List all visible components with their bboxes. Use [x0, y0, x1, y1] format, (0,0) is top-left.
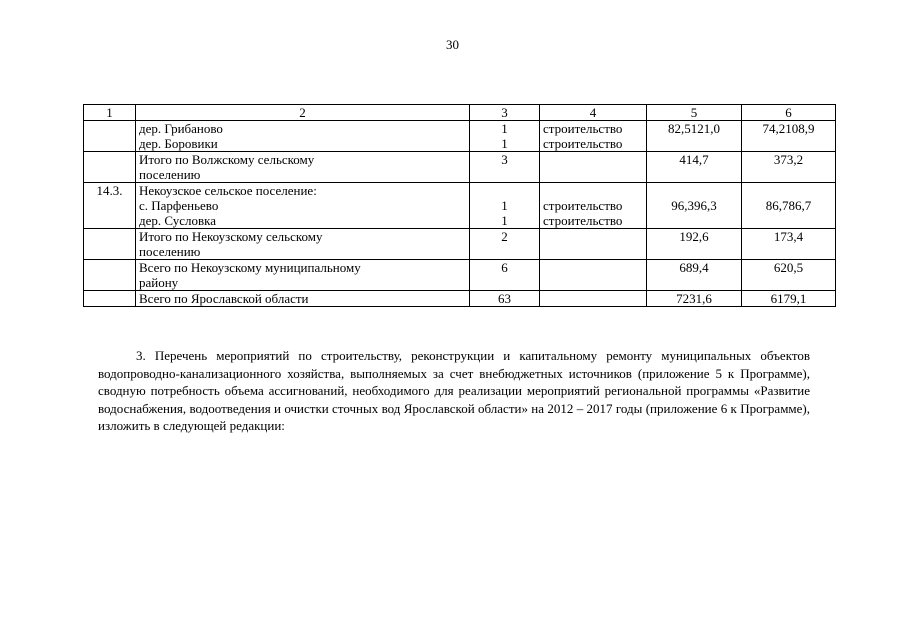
cell-line: Всего по Ярославской области	[139, 291, 309, 306]
cell-line: дер. Боровики	[139, 136, 218, 151]
cell-line: строительство	[543, 198, 623, 213]
cell-line	[473, 183, 536, 198]
table-cell-c4	[540, 260, 647, 291]
table-cell-c4	[540, 183, 647, 229]
cell-line: дер. Сусловка	[139, 213, 217, 228]
body-paragraph: 3. Перечень мероприятий по строительству, реконструкции и капитальному ремонту муниципальных объектов водопроводно-канализационного хозяйства, выполняемых за счет внебюджетных источников (приложение 5 к Программе), сводную потребность объема ассигнований, необходимого для реализации мероприятий региональной программы «Развитие водоснабжения, водоотведения и очистки сточных вод Ярославской области» на 2012 – 2017 годы (приложение 6 к Программе), изложить в следующей редакции:	[98, 348, 810, 433]
table-cell-c5	[647, 183, 742, 229]
cell-line: 173,4	[773, 229, 804, 244]
table-cell-c5	[647, 260, 742, 291]
cell-line: Итого по Волжскому сельскому	[139, 152, 315, 167]
page-number: 30	[446, 37, 459, 52]
table-row	[84, 291, 836, 307]
cell-line: 96,3	[671, 198, 694, 213]
header-cell-5: 5	[647, 105, 742, 121]
cell-line: 121,0	[690, 121, 720, 136]
cell-line: 108,9	[785, 121, 815, 136]
data-table	[83, 104, 836, 307]
table-cell-c6	[742, 121, 836, 152]
table-cell-c2	[136, 121, 470, 152]
cell-line: 82,5	[668, 121, 691, 136]
cell-line: 74,2	[762, 121, 786, 136]
table-cell-c2	[136, 291, 470, 307]
cell-line: 620,5	[773, 260, 804, 275]
table-cell-c1	[84, 291, 136, 307]
table-row	[84, 229, 836, 260]
header-cell-4: 4	[540, 105, 647, 121]
table-body	[84, 105, 836, 307]
table-cell-c4	[540, 152, 647, 183]
cell-line: 1	[501, 213, 508, 228]
cell-line	[543, 183, 643, 198]
table-row	[84, 152, 836, 183]
table-header-row	[84, 105, 836, 121]
table-cell-c4	[540, 121, 647, 152]
cell-line: 373,2	[773, 152, 804, 167]
cell-line: 2	[501, 229, 508, 244]
cell-line: поселению	[139, 244, 201, 259]
table-cell-c6	[742, 183, 836, 229]
cell-line: строительство	[543, 121, 623, 136]
cell-line: Всего по Некоузскому муниципальному	[139, 260, 361, 275]
table-cell-c6	[742, 229, 836, 260]
table-cell-c4	[540, 291, 647, 307]
table-cell-c3	[470, 121, 540, 152]
cell-line: дер. Грибаново	[139, 121, 223, 136]
table-cell-c2	[136, 152, 470, 183]
cell-line: району	[139, 275, 179, 290]
cell-line: Итого по Некоузскому сельскому	[139, 229, 323, 244]
header-cell-6: 6	[742, 105, 836, 121]
cell-line: 6179,1	[770, 291, 807, 306]
cell-line: строительство	[543, 213, 623, 228]
table-cell-c5	[647, 291, 742, 307]
header-cell-1: 1	[84, 105, 136, 121]
header-cell-2: 2	[136, 105, 470, 121]
cell-line: 1	[501, 136, 508, 151]
cell-line: Некоузское сельское поселение:	[139, 183, 317, 198]
table-cell-c3	[470, 152, 540, 183]
table-cell-c5	[647, 121, 742, 152]
table-cell-c6	[742, 260, 836, 291]
table-row	[84, 183, 836, 229]
table-cell-c2	[136, 229, 470, 260]
cell-line: 192,6	[679, 229, 709, 244]
table-cell-c6	[742, 291, 836, 307]
cell-line: поселению	[139, 167, 201, 182]
cell-line	[745, 183, 832, 198]
cell-line: с. Парфеньево	[139, 198, 219, 213]
cell-line: 6	[501, 260, 508, 275]
table-cell-c1	[84, 229, 136, 260]
cell-line: 414,7	[679, 152, 709, 167]
table-cell-c3	[470, 260, 540, 291]
cell-line: 96,3	[694, 198, 717, 213]
cell-line: 7231,6	[676, 291, 712, 306]
cell-line: 689,4	[679, 260, 709, 275]
header-cell-3: 3	[470, 105, 540, 121]
cell-line	[650, 183, 738, 198]
cell-line: строительство	[543, 136, 623, 151]
cell-line: 63	[498, 291, 511, 306]
table-cell-c1	[84, 121, 136, 152]
table-cell-c3	[470, 291, 540, 307]
cell-line: 1	[501, 121, 508, 136]
table-cell-c4	[540, 229, 647, 260]
table-cell-c1	[84, 152, 136, 183]
cell-line: 3	[501, 152, 508, 167]
table-cell-c6	[742, 152, 836, 183]
table-cell-c5	[647, 152, 742, 183]
table-row	[84, 121, 836, 152]
table-cell-c3	[470, 229, 540, 260]
table-row	[84, 260, 836, 291]
table-cell-c2	[136, 183, 470, 229]
table-cell-c1	[84, 260, 136, 291]
cell-line: 86,7	[788, 198, 812, 213]
table-cell-c1: 14.3.	[84, 183, 136, 229]
table-cell-c5	[647, 229, 742, 260]
table-cell-c2	[136, 260, 470, 291]
cell-line: 86,7	[765, 198, 789, 213]
cell-line: 1	[501, 198, 508, 213]
table-cell-c3	[470, 183, 540, 229]
